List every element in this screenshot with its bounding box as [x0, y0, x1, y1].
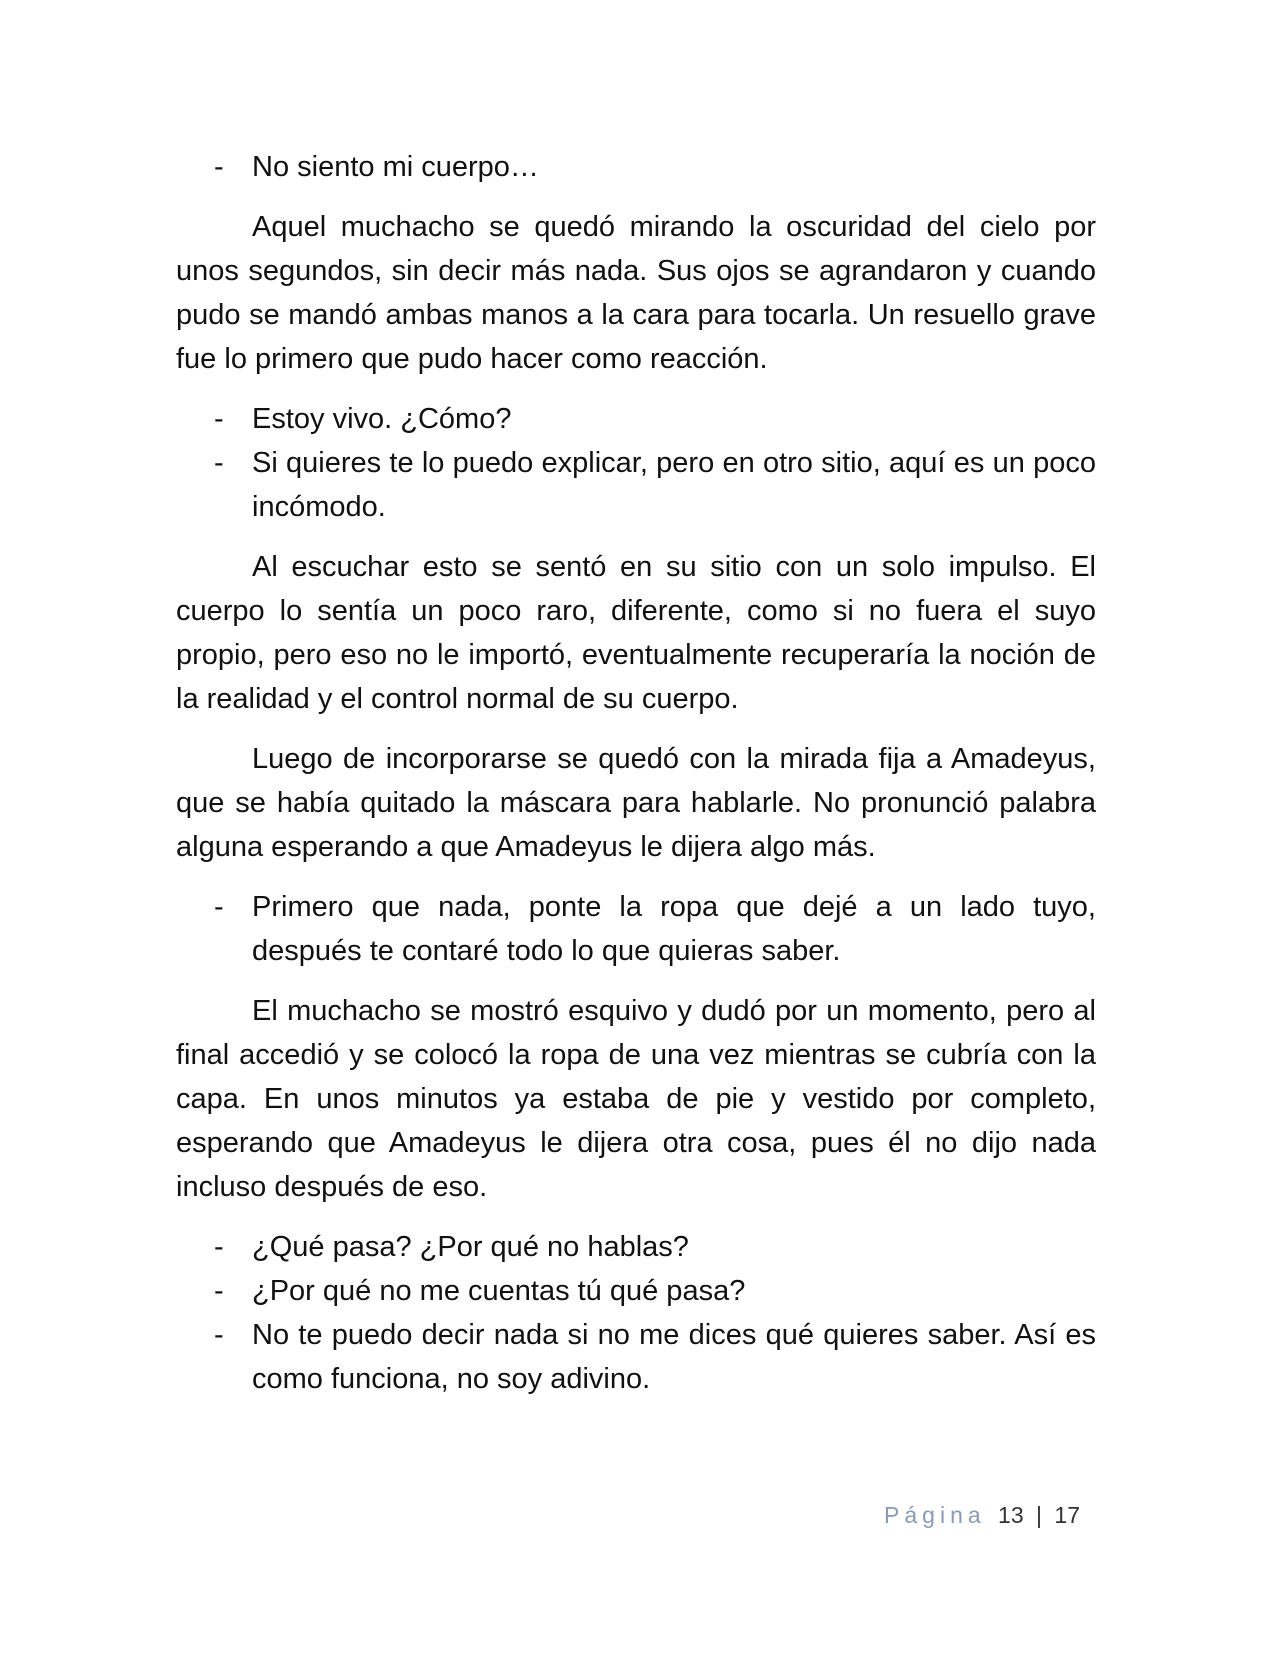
dialogue-line	[176, 1313, 1096, 1401]
dialogue-dash: -	[214, 1319, 224, 1351]
dialogue-text: No siento mi cuerpo…	[252, 151, 539, 183]
dialogue-line	[176, 397, 1096, 441]
paragraph: Aquel muchacho se quedó mirando la oscuridad del cielo por unos segundos, sin decir más nada. Sus ojos se agrandaron y cuando pudo se mandó ambas manos a la cara para tocarla. Un resuello grave fue lo primero que pudo hacer como reacción.	[176, 211, 1096, 375]
dialogue-dash: -	[214, 403, 224, 435]
dialogue-dash: -	[214, 151, 224, 183]
dialogue-dash: -	[214, 891, 224, 923]
dialogue-text: No te puedo decir nada si no me dices qué quieres saber. Así es como funciona, no soy adivino.	[252, 1319, 1096, 1395]
page-footer	[884, 1500, 1080, 1530]
current-page-number: 13	[998, 1502, 1024, 1528]
dialogue-line	[176, 145, 1096, 189]
dialogue-line	[176, 1225, 1096, 1269]
page-separator: |	[1036, 1502, 1043, 1528]
total-pages-number: 17	[1054, 1502, 1080, 1528]
page-label: Página	[884, 1502, 986, 1528]
dialogue-dash: -	[214, 447, 224, 479]
paragraph: Luego de incorporarse se quedó con la mirada fija a Amadeyus, que se había quitado la máscara para hablarle. No pronunció palabra alguna esperando a que Amadeyus le dijera algo más.	[176, 743, 1096, 863]
page-content	[176, 145, 1096, 1401]
paragraph: El muchacho se mostró esquivo y dudó por un momento, pero al final accedió y se colocó la ropa de una vez mientras se cubría con la capa. En unos minutos ya estaba de pie y vestido por completo, esperando que Amadeyus le dijera otra cosa, pues él no dijo nada incluso después de eso.	[176, 995, 1096, 1203]
dialogue-line	[176, 1269, 1096, 1313]
dialogue-text: ¿Qué pasa? ¿Por qué no hablas?	[252, 1231, 689, 1263]
dialogue-text: Primero que nada, ponte la ropa que dejé a un lado tuyo, después te contaré todo lo que quieras saber.	[252, 891, 1096, 967]
dialogue-text: ¿Por qué no me cuentas tú qué pasa?	[252, 1275, 746, 1307]
dialogue-dash: -	[214, 1275, 224, 1307]
dialogue-dash: -	[214, 1231, 224, 1263]
dialogue-line	[176, 441, 1096, 529]
dialogue-line	[176, 885, 1096, 973]
paragraph: Al escuchar esto se sentó en su sitio con un solo impulso. El cuerpo lo sentía un poco raro, diferente, como si no fuera el suyo propio, pero eso no le importó, eventualmente recuperaría la noción de la realidad y el control normal de su cuerpo.	[176, 551, 1096, 715]
dialogue-text: Si quieres te lo puedo explicar, pero en otro sitio, aquí es un poco incómodo.	[252, 447, 1096, 523]
dialogue-text: Estoy vivo. ¿Cómo?	[252, 403, 512, 435]
